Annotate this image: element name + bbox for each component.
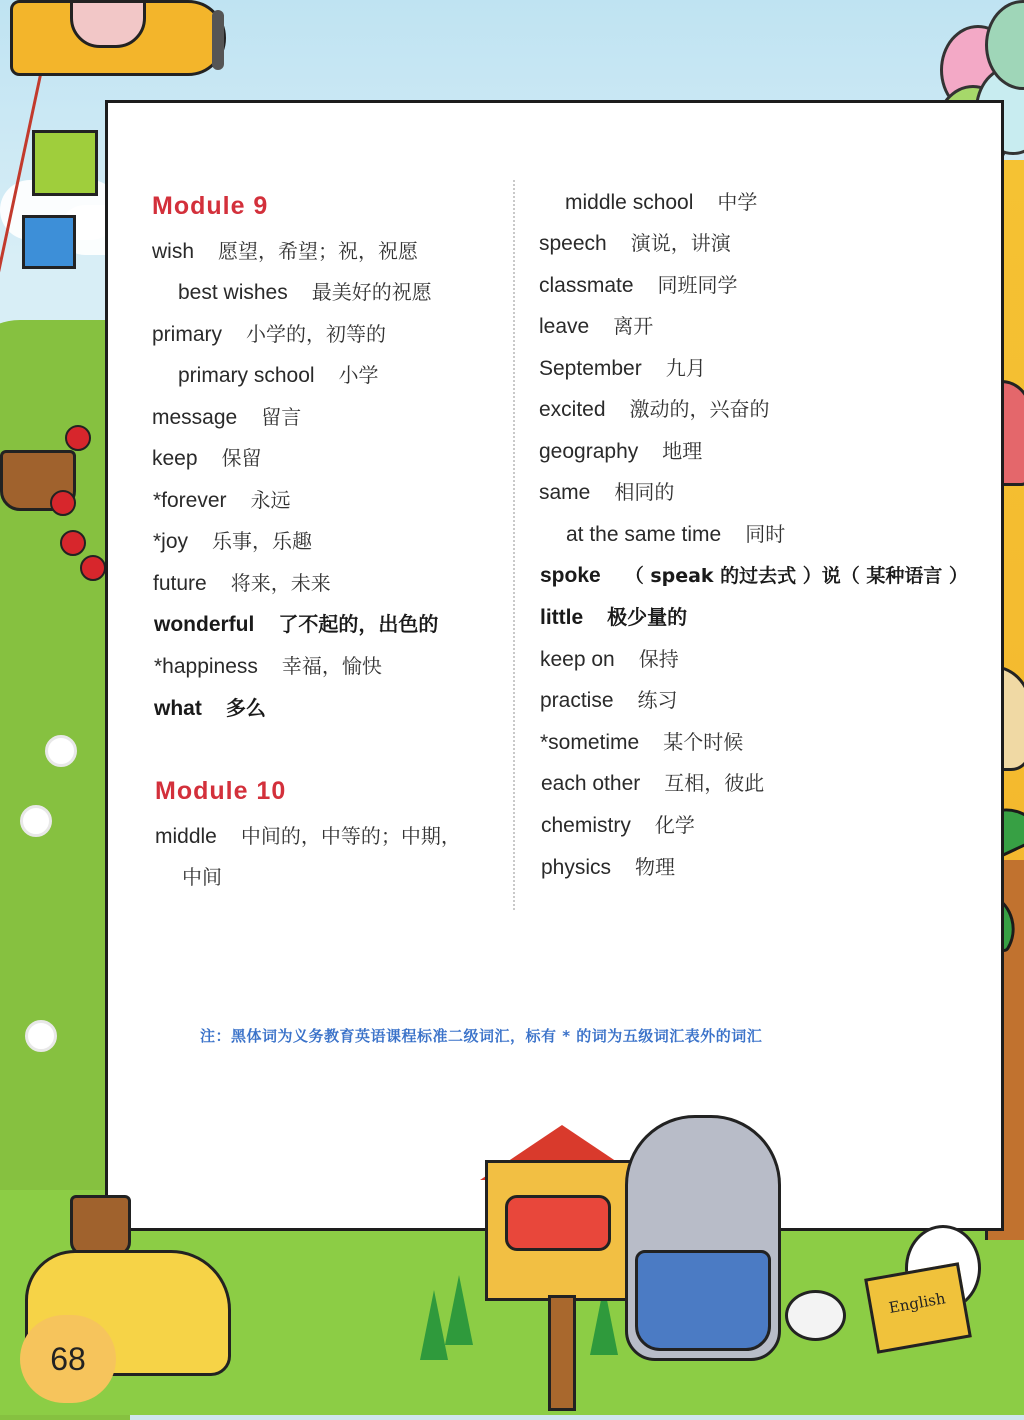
apple-icon xyxy=(60,530,86,556)
vocab-meaning: 激动的，兴奋的 xyxy=(629,397,770,421)
vocab-meaning: 化学 xyxy=(654,813,695,837)
vocab-meaning: 留言 xyxy=(261,405,302,429)
kite-illustration xyxy=(32,130,98,196)
vocab-word: leave xyxy=(539,315,590,338)
vocab-word: *joy xyxy=(153,530,189,553)
vocab-meaning: 中学 xyxy=(717,190,758,214)
vocab-meaning: 保持 xyxy=(638,647,679,671)
vocab-entry xyxy=(541,854,675,881)
vocab-meaning: 多么 xyxy=(225,696,266,720)
elephant-pants xyxy=(635,1250,771,1351)
vocab-word: wish xyxy=(152,240,195,263)
vocab-meaning: 保留 xyxy=(221,446,262,470)
vocab-word: classmate xyxy=(539,274,634,297)
mouse-illustration xyxy=(785,1290,846,1341)
page-number-badge xyxy=(20,1315,116,1403)
vocab-meaning: 互相，彼此 xyxy=(664,771,765,795)
vocab-meaning: 同班同学 xyxy=(657,273,738,297)
vocab-entry xyxy=(152,321,386,348)
vocab-word: each other xyxy=(541,772,641,795)
vocab-entry xyxy=(152,238,418,265)
bus-picture xyxy=(505,1195,611,1251)
vocab-meaning: 将来，未来 xyxy=(230,571,331,595)
vocab-entry xyxy=(539,438,702,465)
vocab-entry xyxy=(539,396,770,423)
vocab-word: future xyxy=(153,572,207,595)
apple-icon xyxy=(65,425,91,451)
vocab-entry xyxy=(152,445,262,472)
grass-tuft xyxy=(420,1290,448,1360)
vocab-entry xyxy=(541,770,764,797)
vocab-word: *happiness xyxy=(154,655,258,678)
vocab-word: keep xyxy=(152,447,198,470)
vocab-entry xyxy=(178,362,379,389)
vocab-meaning: 地理 xyxy=(662,439,703,463)
vocab-meaning: 了不起的，出色的 xyxy=(278,612,439,636)
vocab-entry xyxy=(152,404,301,431)
fruit-basket-illustration xyxy=(70,1195,131,1256)
vocab-meaning: 永远 xyxy=(250,488,291,512)
vocab-word: speech xyxy=(539,232,607,255)
vocab-word: geography xyxy=(539,440,639,463)
vocab-entry xyxy=(539,272,738,299)
vocab-word: little xyxy=(540,606,584,629)
flower-icon xyxy=(45,735,77,767)
flower-icon xyxy=(25,1020,57,1052)
vocab-entry xyxy=(155,823,461,850)
vocab-word: keep on xyxy=(540,648,615,671)
vocab-meaning: 练习 xyxy=(637,688,678,712)
vocab-entry xyxy=(565,189,757,216)
footnote: 注：黑体词为义务教育英语课程标准二级词汇，标有 * 的词为五级词汇表外的词汇 xyxy=(200,1027,763,1045)
vocab-word: spoke xyxy=(540,564,601,587)
vocab-word: what xyxy=(154,697,202,720)
vocab-entry xyxy=(539,355,706,382)
vocab-meaning: 乐事，乐趣 xyxy=(212,529,313,553)
vocab-entry xyxy=(539,479,674,506)
module-9-title: Module 9 xyxy=(152,192,269,220)
flower-icon xyxy=(20,805,52,837)
vocab-entry xyxy=(539,313,653,340)
vocab-word: excited xyxy=(539,398,606,421)
vocab-word: message xyxy=(152,406,238,429)
vocab-entry xyxy=(154,653,382,680)
vocab-entry xyxy=(154,695,266,722)
vocab-word: same xyxy=(539,481,591,504)
vocab-word: chemistry xyxy=(541,814,631,837)
pig-pilot-illustration xyxy=(70,0,146,48)
vocab-word: middle school xyxy=(565,191,694,214)
vocab-meaning: 相同的 xyxy=(614,480,675,504)
vocab-entry xyxy=(540,729,743,756)
vocab-word: best wishes xyxy=(178,281,288,304)
vocab-word: primary xyxy=(152,323,223,346)
vocab-entry xyxy=(153,528,312,555)
vocab-word: physics xyxy=(541,856,612,879)
vocab-entry xyxy=(178,279,432,306)
vocab-word: middle xyxy=(155,825,217,848)
vocab-meaning: 同时 xyxy=(745,522,786,546)
column-divider xyxy=(513,180,515,910)
vocab-entry xyxy=(540,687,678,714)
vocab-meaning: 小学的，初等的 xyxy=(246,322,387,346)
grass-tuft xyxy=(445,1275,473,1345)
house-post xyxy=(548,1295,576,1411)
vocab-meaning: 幸福，愉快 xyxy=(281,654,382,678)
vocab-word: *forever xyxy=(153,489,227,512)
english-book: English xyxy=(864,1262,972,1354)
vocab-entry xyxy=(153,570,331,597)
vocab-meaning: 某个时候 xyxy=(663,730,744,754)
vocab-entry xyxy=(540,563,968,589)
vocab-meaning: 愿望，希望；祝，祝愿 xyxy=(218,239,419,263)
vocab-entry-continuation xyxy=(158,864,222,891)
vocab-word: September xyxy=(539,357,642,380)
vocab-word: practise xyxy=(540,689,614,712)
vocab-word: primary school xyxy=(178,364,315,387)
vocab-entry xyxy=(566,521,785,548)
vocab-meaning: 小学 xyxy=(338,363,379,387)
vocab-meaning: （ speak 的过去式 ）说（ 某种语言 ） xyxy=(624,565,969,587)
vocab-entry xyxy=(541,812,695,839)
vocab-meaning: 演说，讲演 xyxy=(630,231,731,255)
vocab-meaning: 中间的，中等的；中期， xyxy=(240,824,461,848)
module-10-title: Module 10 xyxy=(155,777,287,805)
propeller-icon xyxy=(212,10,224,70)
vocab-meaning: 极少量的 xyxy=(607,605,688,629)
vocab-entry xyxy=(540,646,679,673)
vocab-meaning: 九月 xyxy=(665,356,706,380)
vocab-meaning: 最美好的祝愿 xyxy=(311,280,432,304)
vocab-word: wonderful xyxy=(154,613,255,636)
vocab-entry xyxy=(540,604,687,631)
vocab-meaning: 中间 xyxy=(182,865,222,889)
vocab-entry xyxy=(153,487,291,514)
apple-icon xyxy=(50,490,76,516)
kite-illustration xyxy=(22,215,76,269)
vocab-entry xyxy=(539,230,731,257)
vocab-word: at the same time xyxy=(566,523,722,546)
vocab-entry xyxy=(154,611,438,638)
vocab-meaning: 离开 xyxy=(613,314,654,338)
page-number: 68 xyxy=(50,1340,86,1377)
vocab-word: *sometime xyxy=(540,731,640,754)
apple-icon xyxy=(80,555,106,581)
vocab-meaning: 物理 xyxy=(635,855,676,879)
